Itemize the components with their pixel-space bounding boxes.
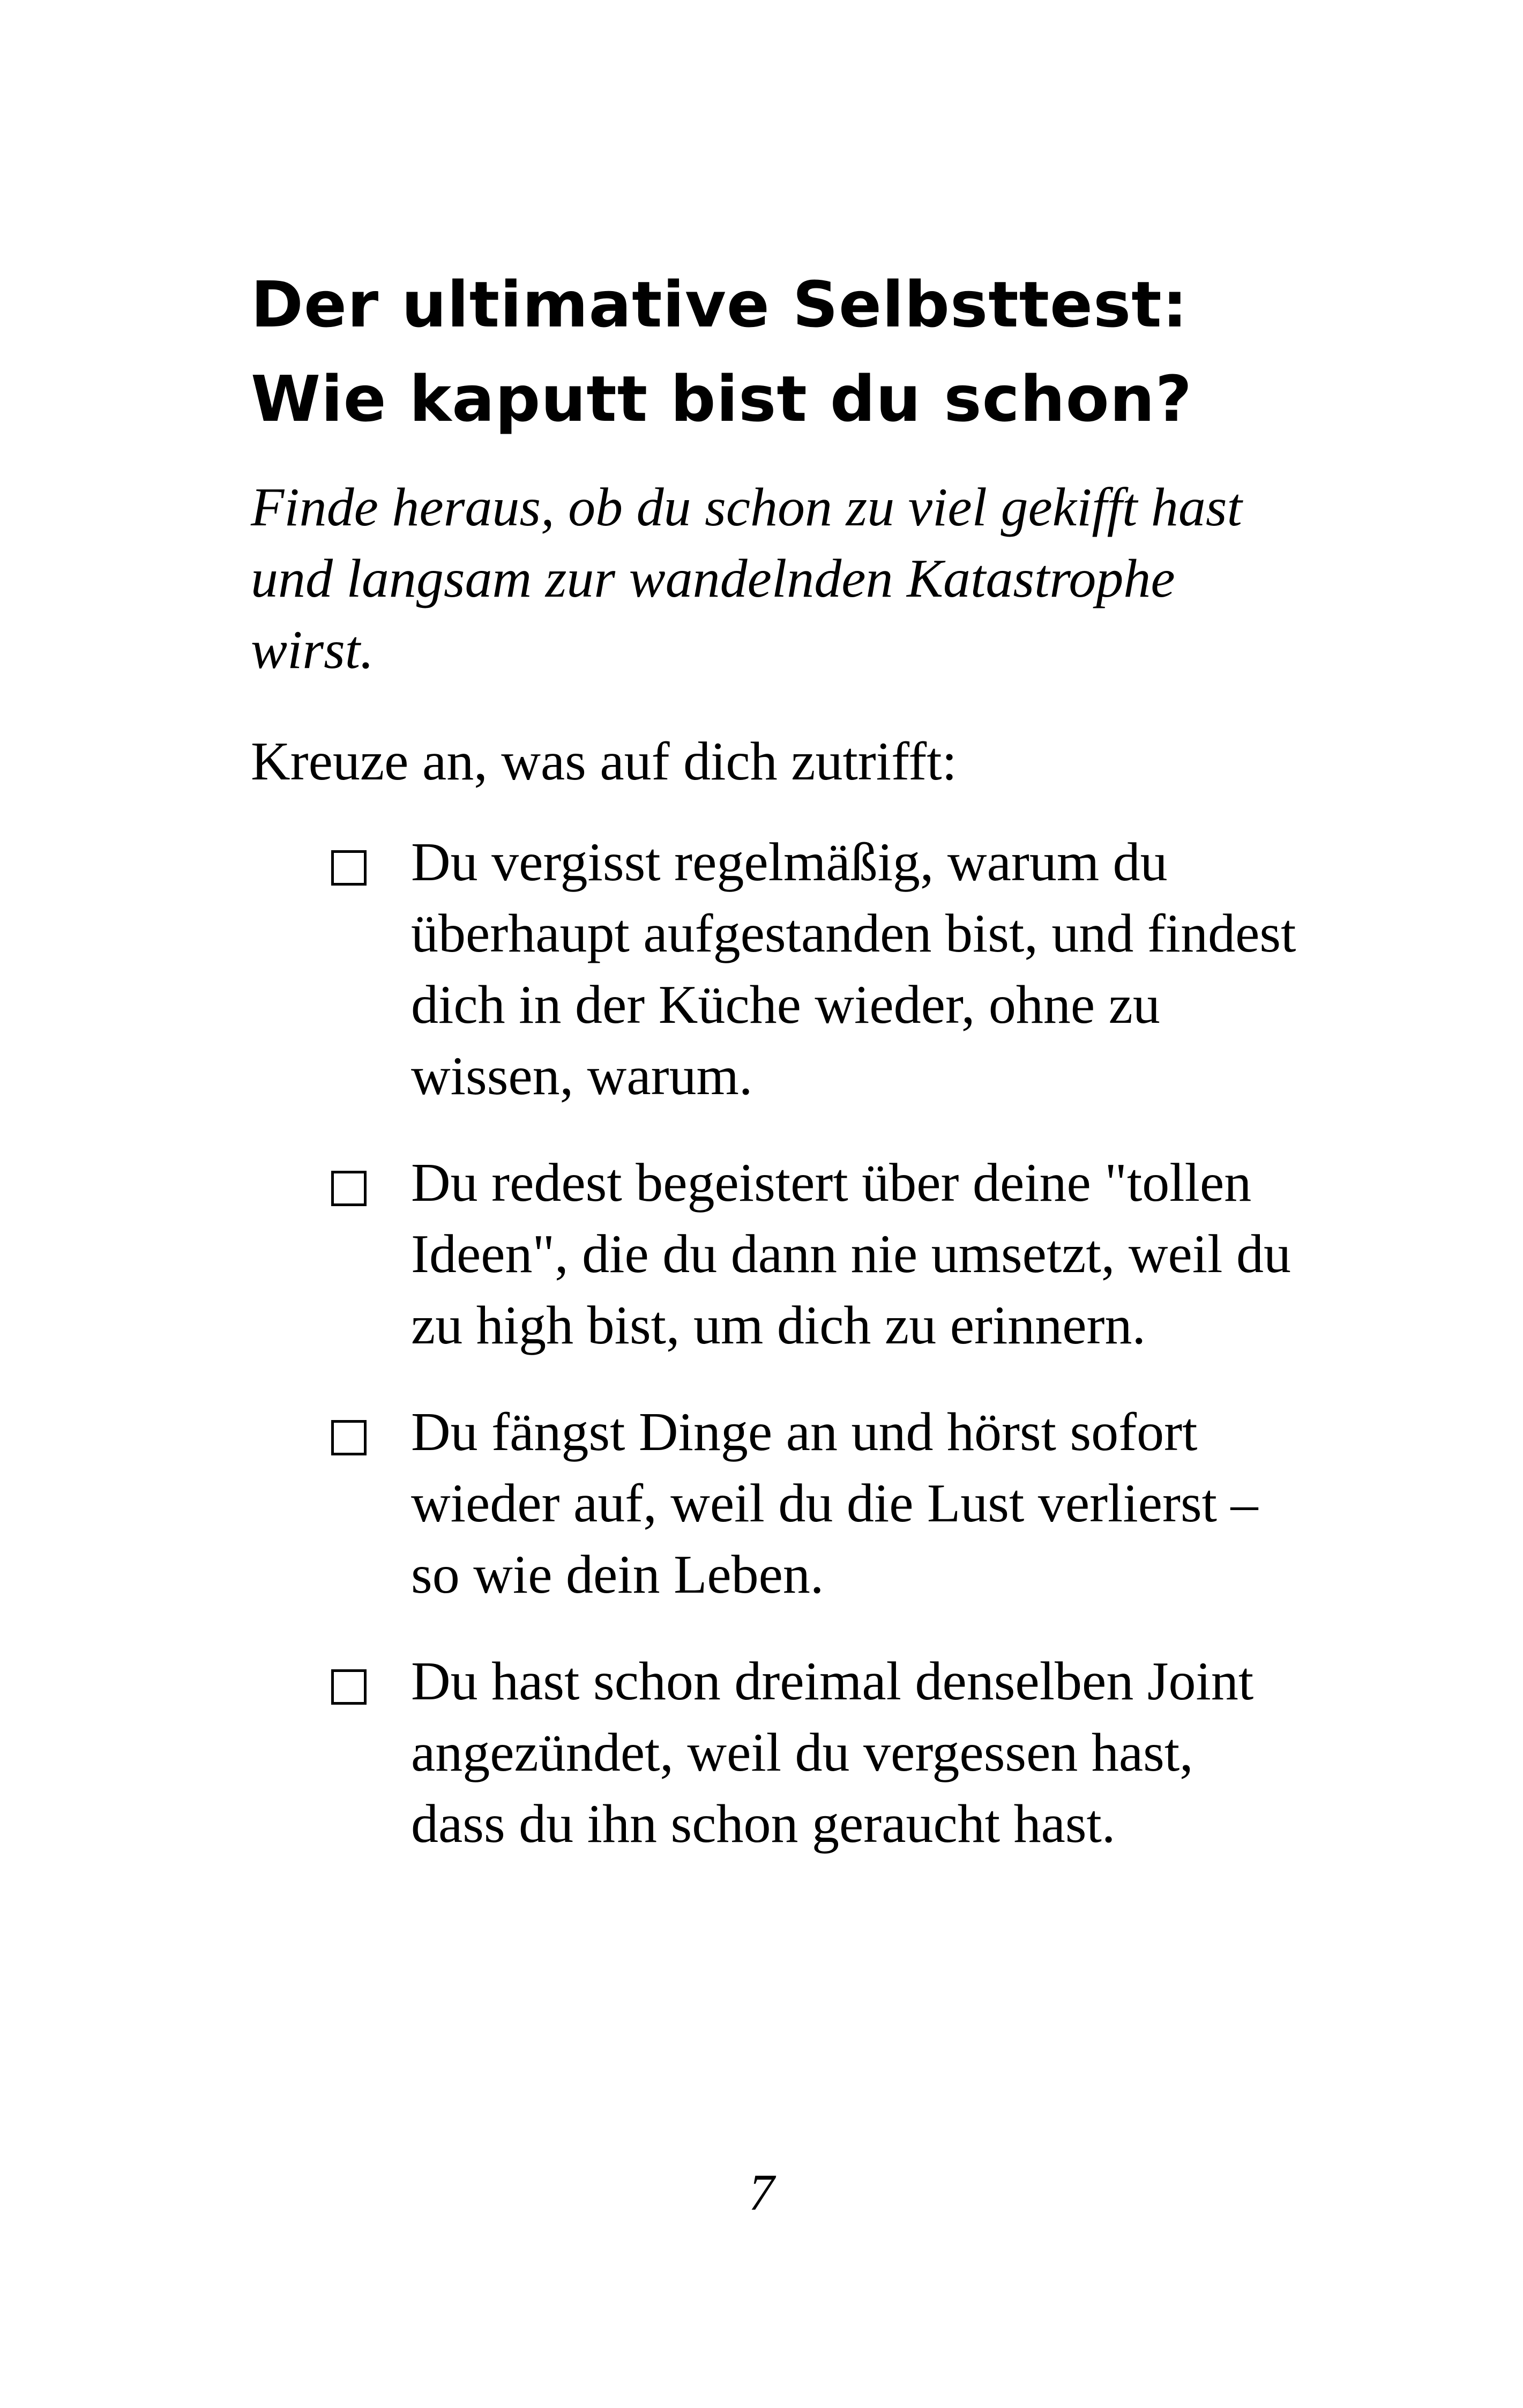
checklist	[328, 827, 1296, 1895]
checklist-item-text: Du redest begeistert über deine "tollen Ideen", die du dann nie umsetzt, weil du zu high bist, um dich zu erinnern.	[411, 1153, 1291, 1356]
title-line-2: Wie kaputt bist du schon?	[251, 362, 1193, 436]
checkbox[interactable]	[331, 1171, 367, 1206]
title-line-1: Der ultimative Selbsttest:	[251, 267, 1188, 341]
checklist-item	[328, 827, 1296, 1112]
checklist-item-text: Du vergisst regelmäßig, warum du überhaupt aufgestanden bist, und findest dich in der Küche wieder, ohne zu wissen, warum.	[411, 832, 1296, 1106]
instructions: Kreuze an, was auf dich zutrifft:	[251, 731, 957, 792]
checklist-item	[328, 1147, 1293, 1361]
checklist-item-text: Du hast schon dreimal denselben Joint angezündet, weil du vergessen hast, dass du ihn schon geraucht hast.	[411, 1651, 1254, 1854]
checklist-item	[328, 1646, 1293, 1860]
checkbox[interactable]	[331, 850, 367, 886]
checkbox[interactable]	[331, 1420, 367, 1455]
checklist-item	[328, 1396, 1293, 1610]
page-title	[251, 257, 1323, 446]
page-number: 7	[749, 2164, 774, 2221]
checklist-item-text: Du fängst Dinge an und hörst sofort wieder auf, weil du die Lust verlierst – so wie dein Leben.	[411, 1402, 1258, 1605]
checkbox[interactable]	[331, 1669, 367, 1705]
subtitle: Finde heraus, ob du schon zu viel gekifft hast und langsam zur wandelnden Katastrophe wirst.	[251, 477, 1242, 680]
